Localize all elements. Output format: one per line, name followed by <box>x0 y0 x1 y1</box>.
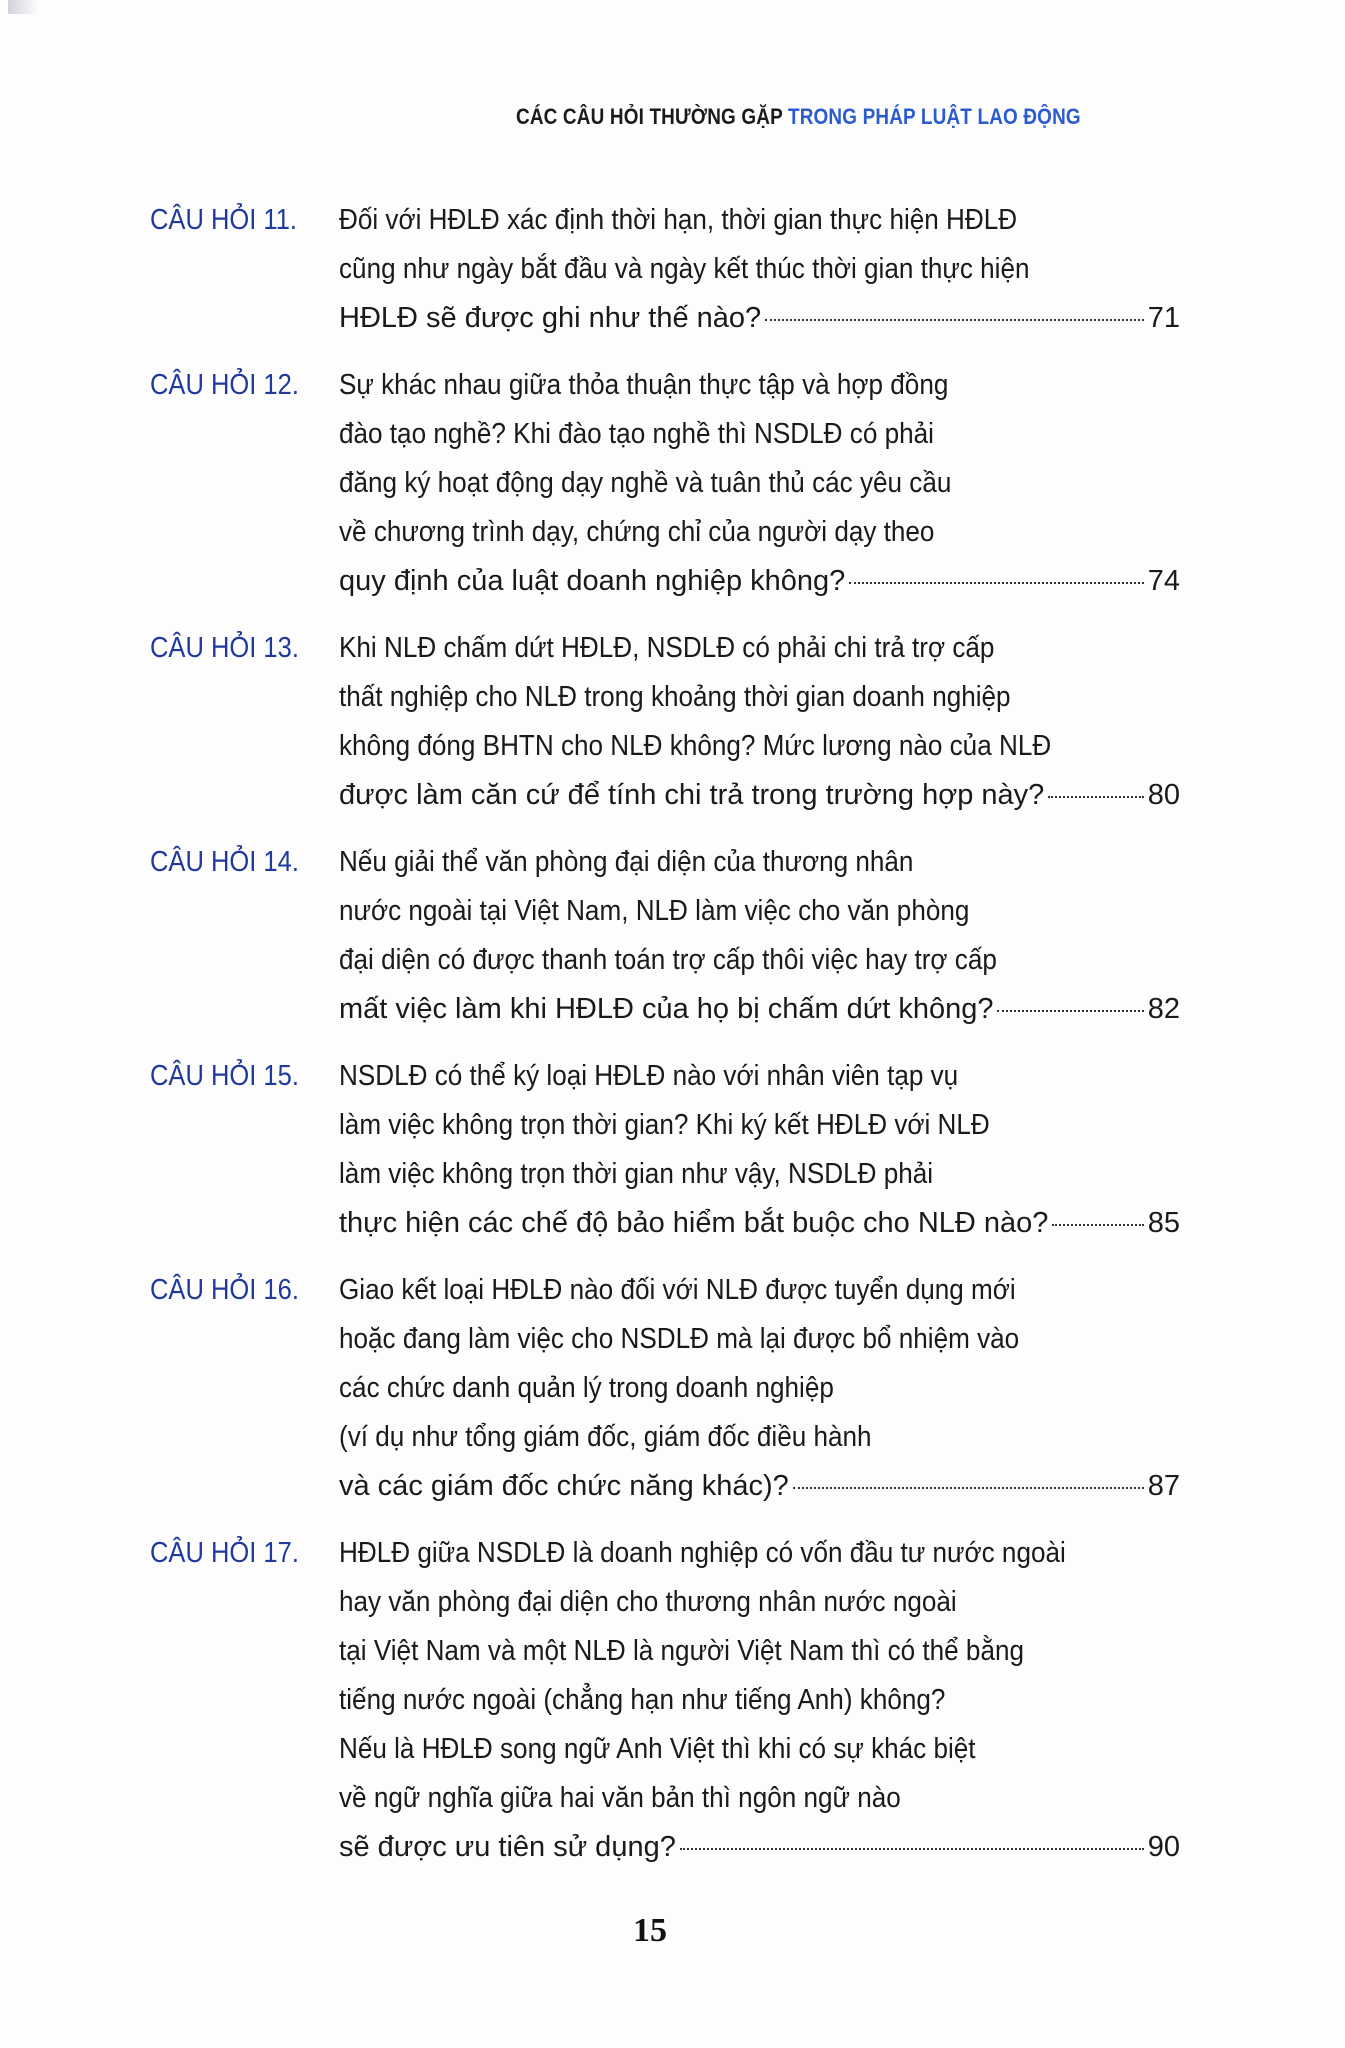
page-reference[interactable]: 87 <box>1147 1470 1180 1502</box>
text-line: về ngữ nghĩa giữa hai văn bản thì ngôn ngữ nào <box>339 1782 901 1814</box>
question-label: CÂU HỎI 12. <box>150 369 299 401</box>
page-reference[interactable]: 71 <box>1147 302 1180 334</box>
text-line: Nếu là HĐLĐ song ngữ Anh Việt thì khi có sự khác biệt <box>339 1733 976 1765</box>
text-line: làm việc không trọn thời gian? Khi ký kết HĐLĐ với NLĐ <box>339 1109 990 1141</box>
toc-last-line <box>339 1462 1180 1511</box>
question-text <box>339 361 1180 606</box>
toc-last-line <box>339 294 1180 343</box>
text-line: hay văn phòng đại diện cho thương nhân nước ngoài <box>339 1586 957 1618</box>
toc-entry[interactable] <box>150 624 1180 820</box>
text-line: mất việc làm khi HĐLĐ của họ bị chấm dứt không? <box>339 993 994 1025</box>
text-line: HĐLĐ sẽ được ghi như thế nào? <box>339 302 762 334</box>
toc-last-line <box>339 985 1180 1034</box>
text-line: không đóng BHTN cho NLĐ không? Mức lương nào của NLĐ <box>339 730 1052 762</box>
question-label: CÂU HỎI 13. <box>150 632 299 664</box>
text-line: tiếng nước ngoài (chẳng hạn như tiếng Anh) không? <box>339 1684 946 1716</box>
text-line: Nếu giải thể văn phòng đại diện của thương nhân <box>339 846 914 878</box>
text-line: sẽ được ưu tiên sử dụng? <box>339 1831 676 1863</box>
toc-last-line <box>339 1199 1180 1248</box>
toc-last-line <box>339 771 1180 820</box>
text-line: thất nghiệp cho NLĐ trong khoảng thời gian doanh nghiệp <box>339 681 1011 713</box>
text-line: tại Việt Nam và một NLĐ là người Việt Nam thì có thể bằng <box>339 1635 1024 1667</box>
dot-leader <box>680 1848 1144 1850</box>
toc-entry[interactable] <box>150 1052 1180 1248</box>
question-text <box>339 196 1180 343</box>
running-header-dark: CÁC CÂU HỎI THƯỜNG GẶP <box>516 104 783 129</box>
page-reference[interactable]: 90 <box>1147 1831 1180 1863</box>
text-line: cũng như ngày bắt đầu và ngày kết thúc thời gian thực hiện <box>339 253 1030 285</box>
text-line: đăng ký hoạt động dạy nghề và tuân thủ các yêu cầu <box>339 467 952 499</box>
scan-corner-shadow <box>8 0 38 14</box>
page-number: 15 <box>633 1912 667 1949</box>
toc-entry[interactable] <box>150 1266 1180 1511</box>
toc-entry[interactable] <box>150 361 1180 606</box>
text-line: thực hiện các chế độ bảo hiểm bắt buộc cho NLĐ nào? <box>339 1207 1049 1239</box>
page-reference[interactable]: 74 <box>1147 565 1180 597</box>
question-text <box>339 1529 1180 1872</box>
dot-leader <box>849 582 1143 584</box>
text-line: Đối với HĐLĐ xác định thời hạn, thời gian thực hiện HĐLĐ <box>339 204 1018 236</box>
running-header <box>516 104 1081 130</box>
dot-leader <box>793 1487 1144 1489</box>
text-line: nước ngoài tại Việt Nam, NLĐ làm việc cho văn phòng <box>339 895 970 927</box>
question-label: CÂU HỎI 11. <box>150 204 298 236</box>
question-label: CÂU HỎI 15. <box>150 1060 299 1092</box>
text-line: quy định của luật doanh nghiệp không? <box>339 565 846 597</box>
question-label: CÂU HỎI 16. <box>150 1274 299 1306</box>
text-line: (ví dụ như tổng giám đốc, giám đốc điều hành <box>339 1421 872 1453</box>
text-line: các chức danh quản lý trong doanh nghiệp <box>339 1372 834 1404</box>
running-header-blue: TRONG PHÁP LUẬT LAO ĐỘNG <box>787 104 1081 129</box>
toc-entry[interactable] <box>150 1529 1180 1872</box>
question-label: CÂU HỎI 17. <box>150 1537 299 1569</box>
text-line: làm việc không trọn thời gian như vậy, NSDLĐ phải <box>339 1158 934 1190</box>
question-text <box>339 1266 1180 1511</box>
dot-leader <box>1052 1224 1143 1226</box>
toc-entry[interactable] <box>150 838 1180 1034</box>
text-line: đại diện có được thanh toán trợ cấp thôi việc hay trợ cấp <box>339 944 997 976</box>
text-line: đào tạo nghề? Khi đào tạo nghề thì NSDLĐ có phải <box>339 418 934 450</box>
table-of-contents <box>150 196 1180 1872</box>
toc-entry[interactable] <box>150 196 1180 343</box>
question-label: CÂU HỎI 14. <box>150 846 299 878</box>
text-line: và các giám đốc chức năng khác)? <box>339 1470 789 1502</box>
page-reference[interactable]: 85 <box>1147 1207 1180 1239</box>
text-line: về chương trình dạy, chứng chỉ của người dạy theo <box>339 516 935 548</box>
text-line: Khi NLĐ chấm dứt HĐLĐ, NSDLĐ có phải chi trả trợ cấp <box>339 632 995 664</box>
question-text <box>339 1052 1180 1248</box>
page-reference[interactable]: 80 <box>1147 779 1180 811</box>
dot-leader <box>997 1010 1143 1012</box>
question-text <box>339 624 1180 820</box>
dot-leader <box>1048 796 1143 798</box>
page-reference[interactable]: 82 <box>1147 993 1180 1025</box>
text-line: Sự khác nhau giữa thỏa thuận thực tập và hợp đồng <box>339 369 949 401</box>
text-line: NSDLĐ có thể ký loại HĐLĐ nào với nhân viên tạp vụ <box>339 1060 959 1092</box>
text-line: hoặc đang làm việc cho NSDLĐ mà lại được bổ nhiệm vào <box>339 1323 1020 1355</box>
question-text <box>339 838 1180 1034</box>
text-line: Giao kết loại HĐLĐ nào đối với NLĐ được tuyển dụng mới <box>339 1274 1016 1306</box>
toc-last-line <box>339 557 1180 606</box>
dot-leader <box>765 319 1144 321</box>
toc-last-line <box>339 1823 1180 1872</box>
text-line: được làm căn cứ để tính chi trả trong trường hợp này? <box>339 779 1045 811</box>
text-line: HĐLĐ giữa NSDLĐ là doanh nghiệp có vốn đầu tư nước ngoài <box>339 1537 1066 1569</box>
